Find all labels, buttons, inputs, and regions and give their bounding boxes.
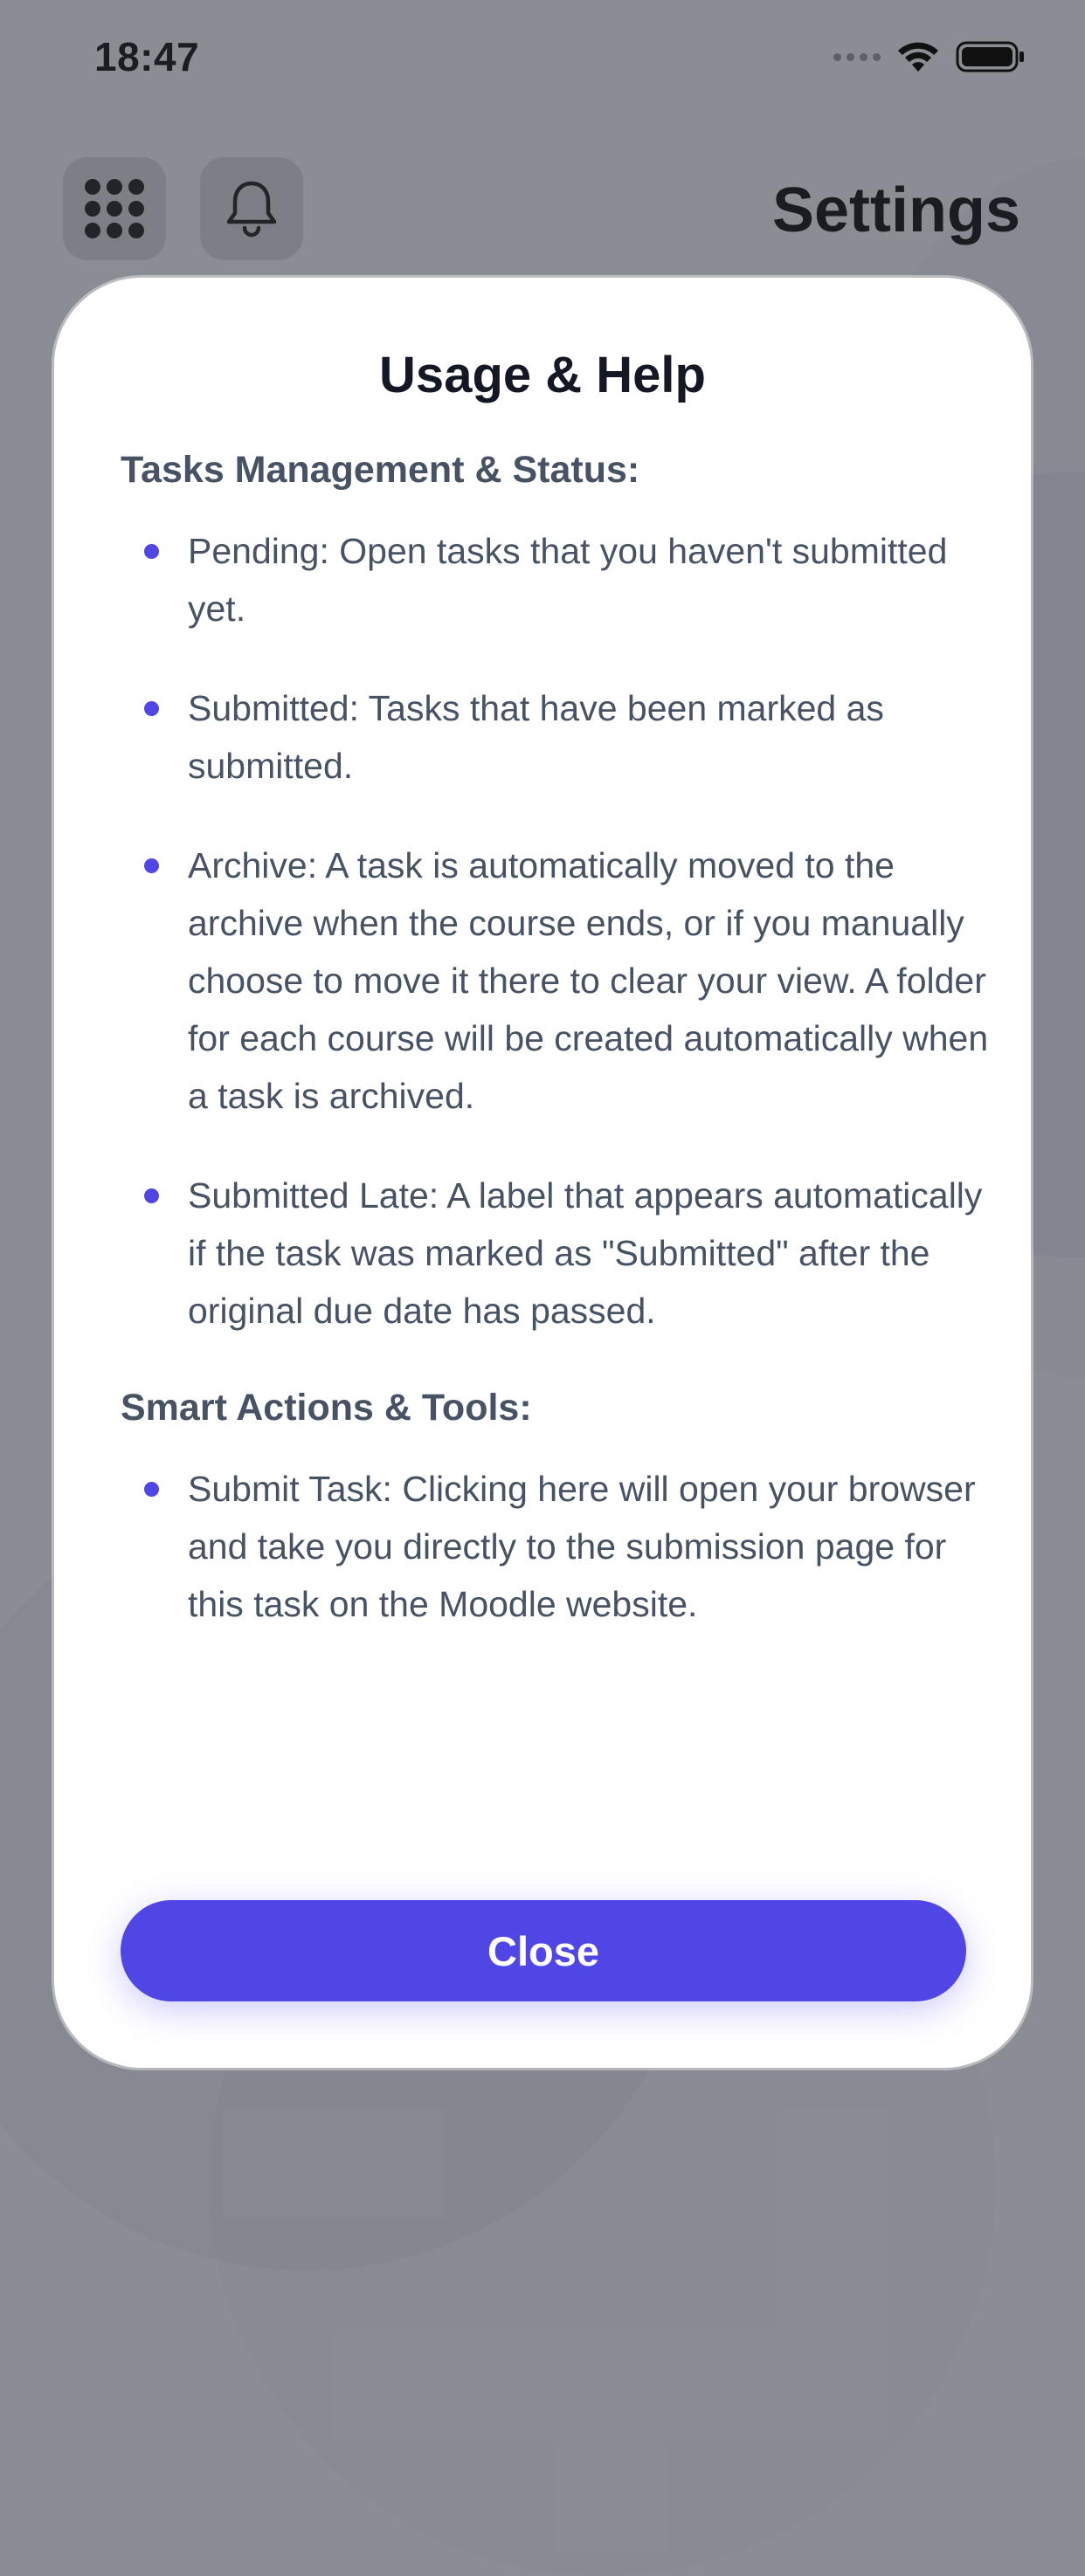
modal-content[interactable] xyxy=(121,444,994,1675)
close-button[interactable]: Close xyxy=(121,1900,966,2001)
status-time: 18:47 xyxy=(94,34,200,79)
menu-grid-button[interactable] xyxy=(63,157,166,260)
wifi-icon xyxy=(896,40,940,73)
list-item-text: Archive: A task is automatically moved to the archive when the course ends, or if you manually choose to move it there to clear your view. A folder for each course will be created automatically when a task is archived. xyxy=(188,845,989,1116)
page-title: Settings xyxy=(771,176,1020,245)
battery-icon xyxy=(956,40,1026,73)
list-item-submit-task xyxy=(121,1460,994,1633)
status-bar xyxy=(0,0,1085,114)
bullet-icon xyxy=(144,701,159,716)
bullet-icon xyxy=(144,544,159,559)
section-heading-smart-actions: Smart Actions & Tools: xyxy=(121,1387,532,1429)
list-item-submitted xyxy=(121,679,994,795)
list-item-archive xyxy=(121,837,994,1125)
grid-icon xyxy=(82,176,147,241)
cellular-signal-icon xyxy=(833,53,881,61)
bullet-icon xyxy=(144,1482,159,1497)
list-item-text: Submitted Late: A label that appears automatically if the task was marked as "Submitted" after the original due date has passed. xyxy=(188,1175,983,1331)
notifications-button[interactable] xyxy=(200,157,303,260)
bullet-icon xyxy=(144,1188,159,1203)
modal-title: Usage & Help xyxy=(379,347,706,403)
tasks-status-list xyxy=(121,522,994,1340)
list-item-submitted-late xyxy=(121,1167,994,1340)
status-icons xyxy=(833,40,1026,73)
smart-actions-list xyxy=(121,1460,994,1633)
list-item-pending xyxy=(121,522,994,637)
bullet-icon xyxy=(144,858,159,873)
usage-help-modal xyxy=(54,278,1031,2068)
bell-icon xyxy=(224,178,280,239)
list-item-text: Submitted: Tasks that have been marked as submitted. xyxy=(188,688,884,786)
section-heading-tasks: Tasks Management & Status: xyxy=(121,449,640,491)
list-item-text: Pending: Open tasks that you haven't submitted yet. xyxy=(188,531,948,629)
list-item-text: Submit Task: Clicking here will open your browser and take you directly to the submission page for this task on the Moodle website. xyxy=(188,1469,976,1624)
